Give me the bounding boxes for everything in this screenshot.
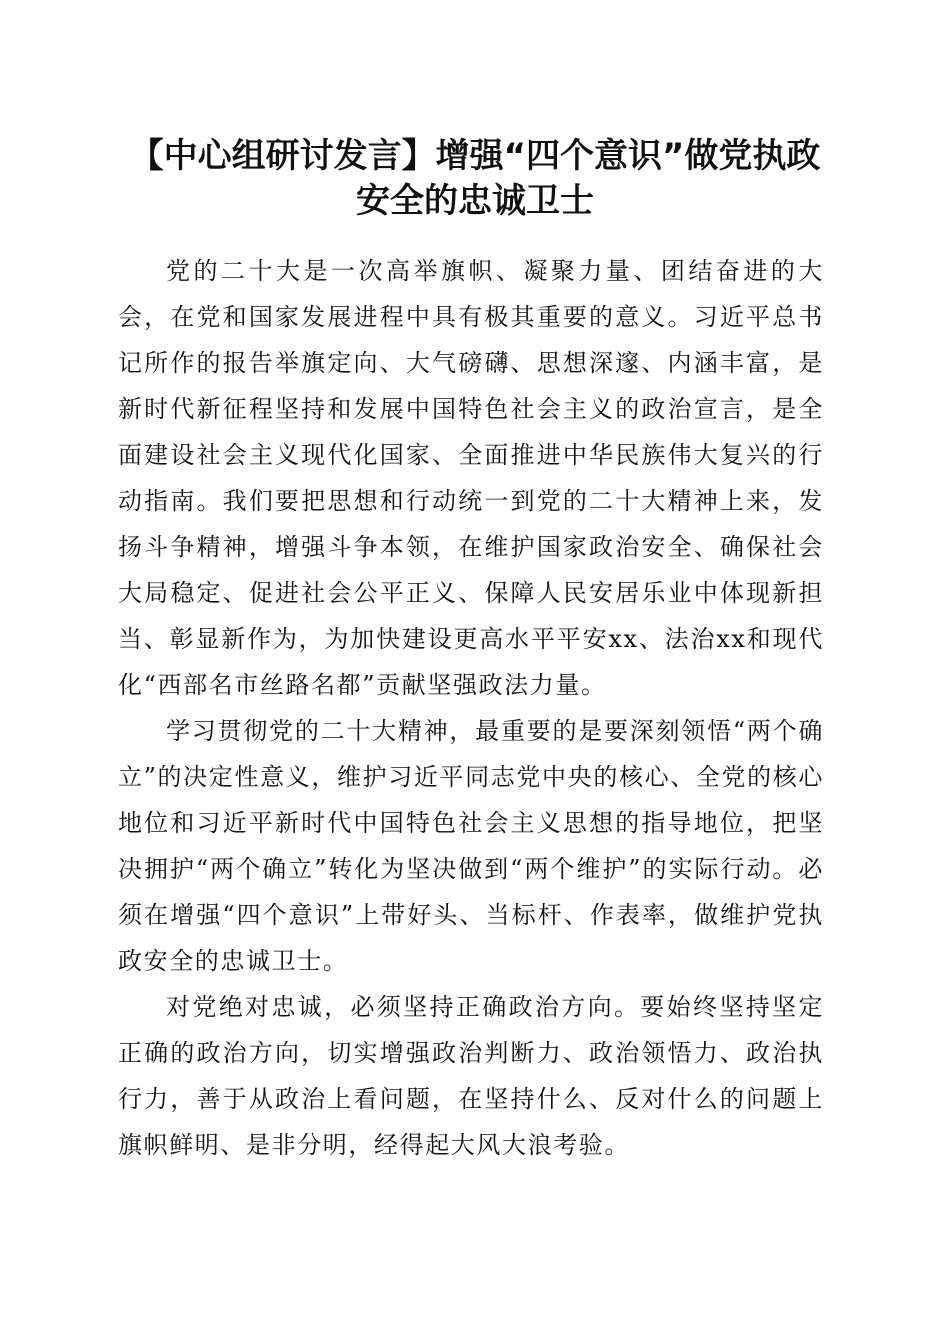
document-body bbox=[118, 248, 824, 1168]
document-title: 【中心组研讨发言】增强“四个意识”做党执政安全的忠诚卫士 bbox=[129, 136, 821, 221]
paragraph-3: 对党绝对忠诚，必须坚持正确政治方向。要始终坚持坚定正确的政治方向，切实增强政治判断力、政治领悟力、政治执行力，善于从政治上看问题，在坚持什么、反对什么的问题上旗帜鲜明、是非分明，经得起大风大浪考验。 bbox=[118, 993, 824, 1159]
paragraph-2: 学习贯彻党的二十大精神，最重要的是要深刻领悟“两个确立”的决定性意义，维护习近平同志党中央的核心、全党的核心地位和习近平新时代中国特色社会主义思想的指导地位，把坚决拥护“两个确立”转化为坚决做到“两个维护”的实际行动。必须在增强“四个意识”上带好头、当标杆、作表率，做维护党执政安全的忠诚卫士。 bbox=[118, 717, 824, 975]
paragraph-1: 党的二十大是一次高举旗帜、凝聚力量、团结奋进的大会，在党和国家发展进程中具有极其重要的意义。习近平总书记所作的报告举旗定向、大气磅礴、思想深邃、内涵丰富，是新时代新征程坚持和发展中国特色社会主义的政治宣言，是全面建设社会主义现代化国家、全面推进中华民族伟大复兴的行动指南。我们要把思想和行动统一到党的二十大精神上来，发扬斗争精神，增强斗争本领，在维护国家政治安全、确保社会大局稳定、促进社会公平正义、保障人民安居乐业中体现新担当、彰显新作为，为加快建设更高水平平安xx、法治xx和现代化“西部名市丝路名都”贡献坚强政法力量。 bbox=[118, 257, 824, 699]
